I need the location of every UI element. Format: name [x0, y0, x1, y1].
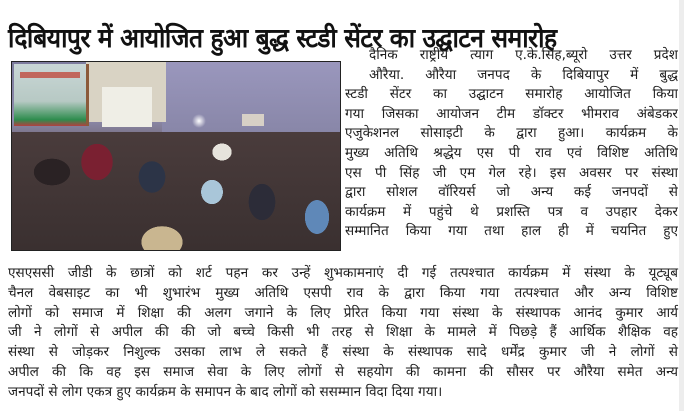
photo-crowd — [12, 132, 340, 250]
body-line: एसएससी जीडी के छात्रों को शर्ट पहन कर उन्हें शुभकामनाएं दी गई तत्पश्चात कार्यक्रम में संस्था के यूट्यूब — [8, 265, 678, 281]
body-line: एस पी सिंह जी एम गेल रहे। इस अवसर पर संस्था — [345, 164, 678, 181]
body-line: संस्था से जोड़कर निशुल्क उसका लाभ ले सकते हैं संस्था के संस्थापक सादे धर्मेंद्र कुमार जी ने लोगों से — [8, 344, 678, 361]
page-edge — [679, 0, 684, 411]
body-line: औरैया. औरैया जनपद के दिबियापुर में बुद्ध — [369, 66, 678, 83]
body-line: जी ने लोगों से अपील की की जो बच्चे किसी भी तरह से शिक्षा के मामले में पिछड़े हैं आर्थिक शैक्षिक वह — [8, 324, 678, 341]
body-line: अपील की कि वह इस समाज सेवा के लिए लोगों से सहयोग की कामना की सौसर पर औरैया समेत अन्य — [8, 363, 678, 380]
photo-doorway — [102, 87, 152, 127]
body-line: गया जिसका आयोजन टीम डॉक्टर भीमराव अंबेडकर — [345, 105, 678, 122]
article-full-column — [8, 264, 678, 403]
article-photo — [11, 61, 341, 251]
body-line: एजुकेशनल सोसाइटी के द्वारा हुआ। कार्यक्रम के — [345, 125, 678, 142]
body-line: जनपदों से लोग एकत्र हुए कार्यक्रम के समापन के बाद लोगों को ससम्मान विदा दिया गया। — [8, 383, 443, 400]
body-line: कार्यक्रम में पहुंचे थे प्रशस्ति पत्र व उपहार देकर — [345, 203, 678, 220]
photo-light — [192, 114, 206, 128]
headline: दिबियापुर में आयोजित हुआ बुद्ध स्टडी सेंटर का उद्घाटन समारोह — [8, 22, 557, 54]
photo-sky — [162, 62, 341, 142]
body-line: स्टडी सेंटर का उद्घाटन समारोह आयोजित किया — [345, 86, 678, 103]
body-line: मुख्य अतिथि श्रद्धेय एस पी राव एवं विशिष्ट अतिथि — [345, 144, 678, 161]
photo-banner-text — [20, 72, 80, 78]
body-line: सम्मानित किया गया तथा हाल ही में चयनित हुए — [345, 223, 678, 240]
body-line: लोगों को समाज में शिक्षा की अलग जगाने के लिए प्रेरित किया गया संस्था के संस्थापक आनंद कुमार आर्य — [8, 304, 678, 321]
article-side-column — [345, 46, 678, 242]
photo-sign — [242, 114, 264, 126]
dateline: दैनिक राष्ट्रीय त्याग ए.के.सिंह,ब्यूरो उत्तर प्रदेश — [369, 47, 678, 63]
body-line: द्वारा सोशल वॉरियर्स जो अन्य कई जनपदों से — [345, 184, 678, 201]
body-line: चैनल वेबसाइट का भी शुभारंभ मुख्य अतिथि एसपी राव के द्वारा किया गया तत्पश्चात और अन्य विशिष्ट — [8, 284, 678, 301]
photo-banner — [14, 64, 89, 126]
